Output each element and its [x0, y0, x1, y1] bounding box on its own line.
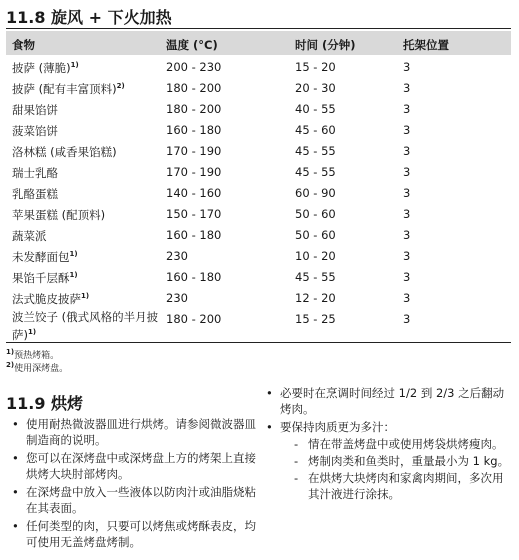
table-row — [6, 202, 511, 223]
cell-shelf-position: 3 — [403, 291, 411, 305]
cell-shelf-position: 3 — [403, 123, 411, 137]
cell-shelf-position: 3 — [403, 207, 411, 221]
cell-temperature: 180 - 200 — [166, 81, 222, 95]
cell-temperature: 170 - 190 — [166, 144, 222, 158]
table-row — [6, 118, 511, 139]
cell-temperature: 230 — [166, 249, 188, 263]
sub-list-item: - 烤制肉类和鱼类时，重量最小为 1 kg。 — [294, 454, 510, 468]
table-header-row — [6, 31, 511, 55]
table-top-rule — [6, 28, 511, 29]
cell-time: 45 - 55 — [295, 165, 336, 179]
table-row — [6, 307, 511, 342]
cell-shelf-position: 3 — [403, 270, 411, 284]
cell-temperature: 230 — [166, 291, 188, 305]
cell-time: 50 - 60 — [295, 228, 336, 242]
table-row — [6, 76, 511, 97]
list-item: • 任何类型的肉，只要可以烤焦或烤酥表皮，均可使用无盖烤盘烤制。 — [12, 519, 256, 549]
table-row — [6, 160, 511, 181]
cell-food: 菠菜馅饼 — [12, 123, 58, 138]
table-row — [6, 223, 511, 244]
cell-food: 蔬菜派 — [12, 228, 47, 243]
cell-temperature: 160 - 180 — [166, 228, 222, 242]
table-row — [6, 286, 511, 307]
cell-time: 12 - 20 — [295, 291, 336, 305]
list-item: • 在深烤盘中放入一些液体以防肉汁或油脂烧粘在其表面。 — [12, 485, 256, 515]
cell-time: 60 - 90 — [295, 186, 336, 200]
cell-time: 15 - 20 — [295, 60, 336, 74]
header-temperature: 温度 (°C) — [166, 38, 218, 52]
cell-temperature: 160 - 180 — [166, 270, 222, 284]
list-item: • 要保持肉质更为多汁： - 情在带盖烤盘中或使用烤袋烘烤瘦肉。 - 烤制肉类和鱼类时，重量最小为 1 kg。 - 在烘烤大块烤肉和家禽肉期间，多次用其汁液进行涂抹。 — [266, 419, 514, 502]
cell-temperature: 180 - 200 — [166, 102, 222, 116]
footnote-2: $^{2)}$使用深烤盘。 — [6, 361, 69, 374]
cell-food: 披萨 (配有丰富顶料)$^{2)}$ — [12, 81, 125, 96]
cell-shelf-position: 3 — [403, 60, 411, 74]
list-item: • 使用耐热微波器皿进行烘烤。请参阅微波器皿制造商的说明。 — [12, 417, 256, 447]
cell-temperature: 140 - 160 — [166, 186, 222, 200]
cell-food: 法式脆皮披萨$^{1)}$ — [12, 291, 90, 306]
table-row — [6, 55, 511, 76]
table-row — [6, 244, 511, 265]
cell-shelf-position: 3 — [403, 228, 411, 242]
list-item: • 必要时在烹调时间经过 1/2 到 2/3 之后翻动烤肉。 — [266, 386, 505, 416]
cell-shelf-position: 3 — [403, 102, 411, 116]
cell-time: 10 - 20 — [295, 249, 336, 263]
table-bottom-rule — [6, 342, 511, 343]
cell-time: 45 - 55 — [295, 144, 336, 158]
cell-food: 甜果馅饼 — [12, 102, 58, 117]
cell-shelf-position: 3 — [403, 144, 411, 158]
cell-shelf-position: 3 — [403, 81, 411, 95]
table-row — [6, 139, 511, 160]
header-shelf-position: 托架位置 — [403, 38, 449, 52]
cell-temperature: 150 - 170 — [166, 207, 222, 221]
roasting-left-column — [12, 416, 258, 552]
section-title-hot-air-bottom-heat: 11.8 旋风 + 下火加热 — [6, 8, 172, 27]
sub-list-item: - 情在带盖烤盘中或使用烤袋烘烤瘦肉。 — [294, 437, 504, 451]
roasting-right-column — [266, 385, 514, 504]
cell-food: 披萨 (薄脆)$^{1)}$ — [12, 60, 79, 75]
cell-temperature: 170 - 190 — [166, 165, 222, 179]
cell-time: 20 - 30 — [295, 81, 336, 95]
section-title-roasting: 11.9 烘烤 — [6, 394, 84, 413]
table-row — [6, 97, 511, 118]
header-food: 食物 — [12, 38, 35, 52]
cell-temperature: 160 - 180 — [166, 123, 222, 137]
table-row — [6, 181, 511, 202]
cell-food: 瑞士乳酪 — [12, 165, 58, 180]
cell-food: 乳酪蛋糕 — [12, 186, 58, 201]
cell-food: 波兰饺子 (俄式风格的半月披萨)$^{1)}$ — [12, 310, 159, 342]
baking-table — [6, 31, 511, 342]
cell-food: 果馅千层酥$^{1)}$ — [12, 270, 78, 285]
cell-food: 洛林糕 (咸香果馅糕) — [12, 144, 117, 159]
cell-time: 45 - 60 — [295, 123, 336, 137]
cell-food: 苹果蛋糕 (配顶料) — [12, 207, 106, 222]
cell-time: 45 - 55 — [295, 270, 336, 284]
cell-time: 50 - 60 — [295, 207, 336, 221]
cell-shelf-position: 3 — [403, 312, 411, 326]
cell-temperature: 200 - 230 — [166, 60, 222, 74]
cell-time: 40 - 55 — [295, 102, 336, 116]
cell-temperature: 180 - 200 — [166, 312, 222, 326]
cell-food: 未发酵面包$^{1)}$ — [12, 249, 78, 264]
header-time: 时间 (分钟) — [295, 38, 356, 52]
list-item: • 您可以在深烤盘中或深烤盘上方的烤架上直接烘烤大块肘部烤肉。 — [12, 451, 256, 481]
cell-shelf-position: 3 — [403, 186, 411, 200]
cell-time: 15 - 25 — [295, 312, 336, 326]
cell-shelf-position: 3 — [403, 165, 411, 179]
table-row — [6, 265, 511, 286]
footnote-1: $^{1)}$预热烤箱。 — [6, 348, 60, 361]
sub-list-item: - 在烘烤大块烤肉和家禽肉期间，多次用其汁液进行涂抹。 — [294, 471, 504, 501]
cell-shelf-position: 3 — [403, 249, 411, 263]
